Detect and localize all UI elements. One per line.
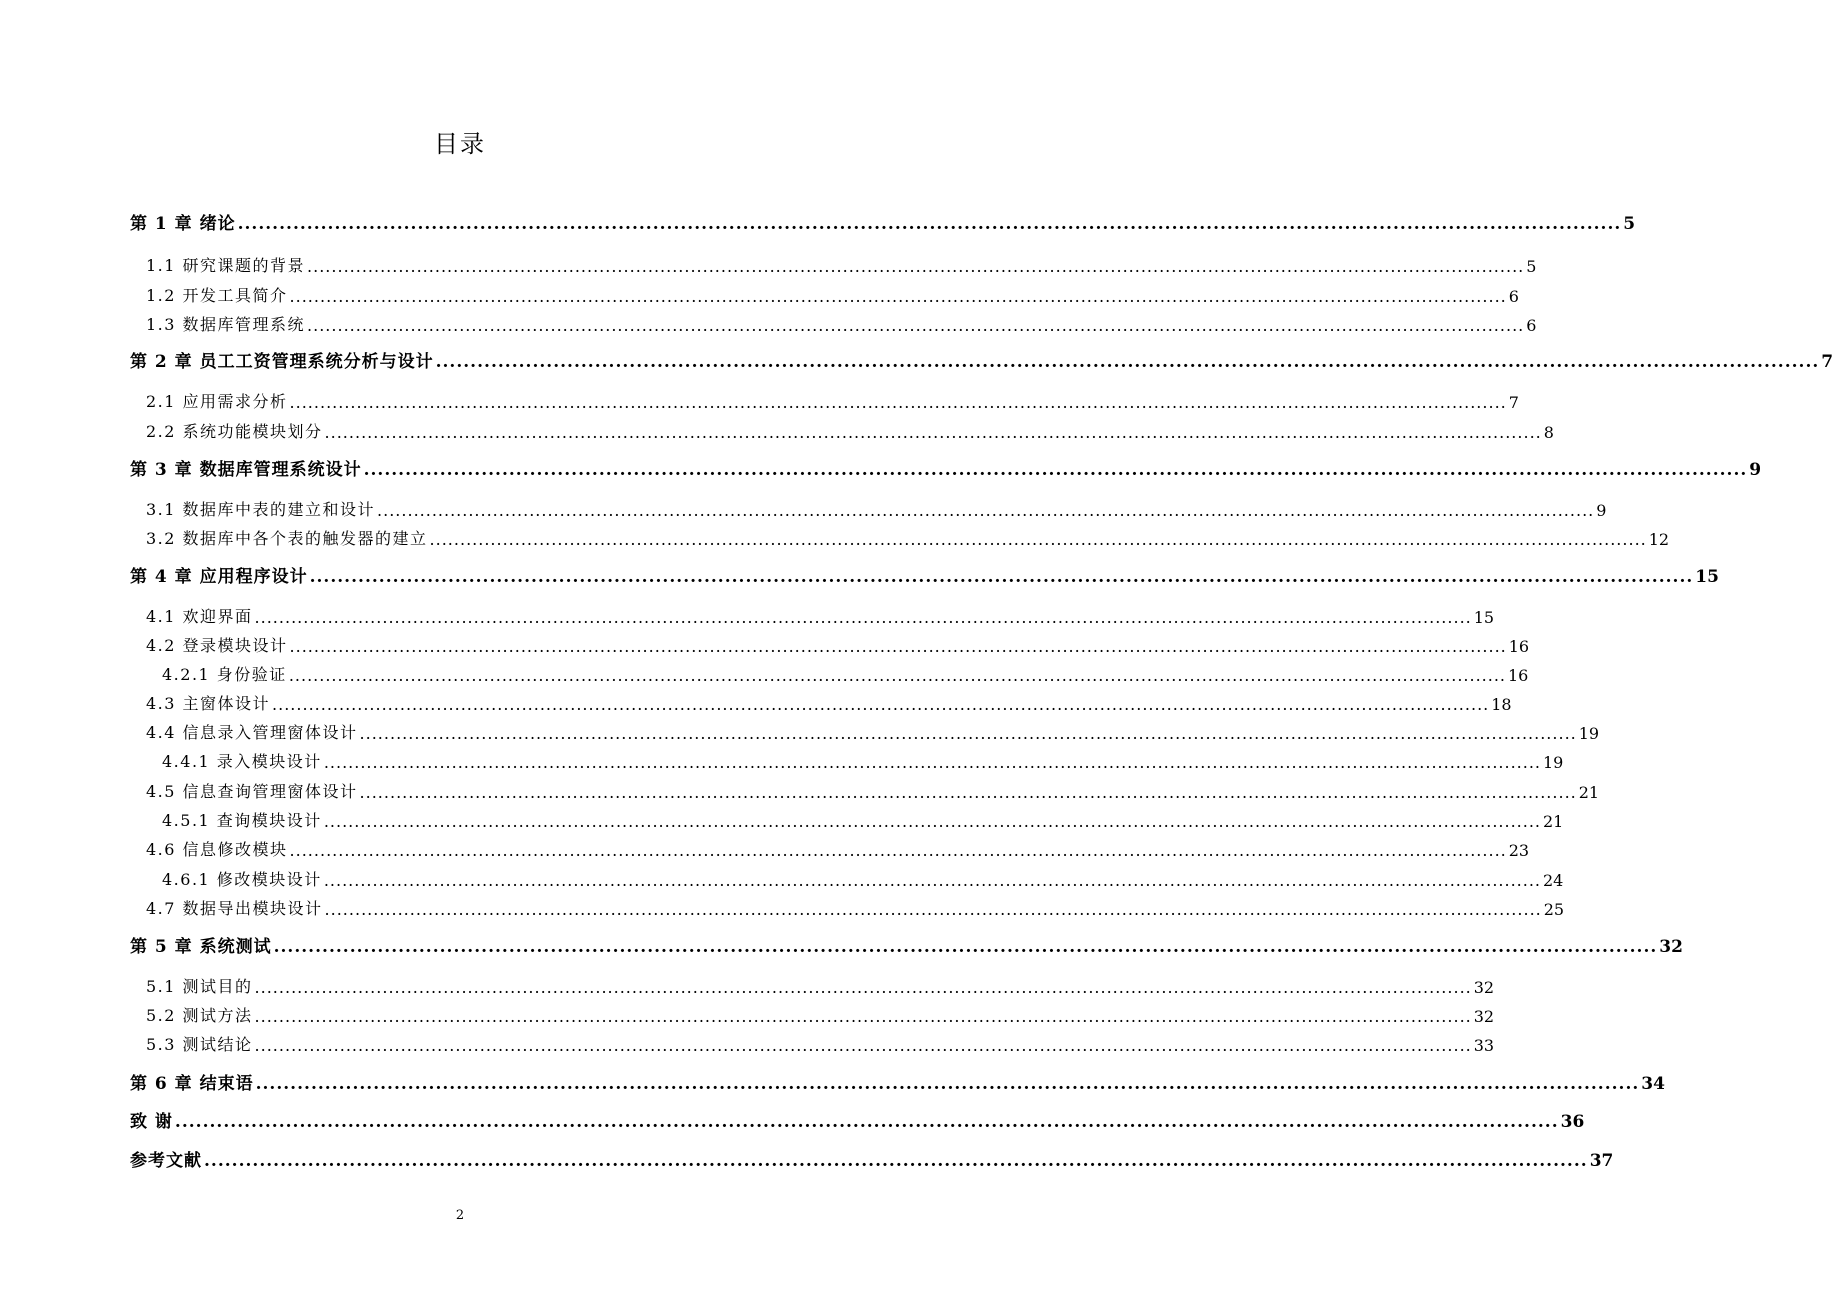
toc-entry-page: 8 xyxy=(1543,423,1554,442)
toc-section-entry[interactable] xyxy=(0,496,1607,520)
toc-entry-label: 第 3 章 数据库管理系统设计 xyxy=(130,460,362,480)
toc-leader-dots: ........................................................................................................................................................................................................ xyxy=(429,530,1647,549)
toc-leader-dots: ........................................................................................................................................................................................................ xyxy=(307,316,1525,335)
toc-entry-page: 25 xyxy=(1543,900,1565,919)
toc-entry-page: 34 xyxy=(1641,1074,1665,1094)
toc-leader-dots: ........................................................................................................................................................................................................ xyxy=(324,900,1542,919)
toc-leader-dots: ........................................................................................................................................................................................................ xyxy=(273,937,1658,957)
toc-entry-page: 32 xyxy=(1659,937,1683,957)
toc-leader-dots: ........................................................................................................................................................................................................ xyxy=(174,1112,1559,1132)
toc-leader-dots: ........................................................................................................................................................................................................ xyxy=(289,393,1507,412)
toc-leader-dots: ........................................................................................................................................................................................................ xyxy=(288,666,1506,685)
toc-leader-dots: ........................................................................................................................................................................................................ xyxy=(254,978,1472,997)
toc-entry-page: 5 xyxy=(1526,257,1537,276)
toc-entry-label: 第 1 章 绪论 xyxy=(130,214,236,234)
toc-entry-label: 5.1 测试目的 xyxy=(146,977,253,996)
toc-entry-label: 4.7 数据导出模块设计 xyxy=(146,899,323,918)
toc-chapter-entry[interactable] xyxy=(0,1108,1585,1132)
toc-entry-label: 5.3 测试结论 xyxy=(146,1035,253,1054)
toc-entry-page: 32 xyxy=(1473,978,1495,997)
toc-section-entry[interactable] xyxy=(0,603,1495,627)
toc-section-entry[interactable] xyxy=(0,525,1670,549)
toc-chapter-entry[interactable] xyxy=(0,563,1719,587)
toc-entry-page: 6 xyxy=(1508,287,1519,306)
toc-leader-dots: ........................................................................................................................................................................................................ xyxy=(272,695,1490,714)
toc-entry-page: 12 xyxy=(1648,530,1670,549)
toc-entry-label: 第 6 章 结束语 xyxy=(130,1074,254,1094)
toc-chapter-entry[interactable] xyxy=(0,1147,1614,1171)
toc-section-entry[interactable] xyxy=(0,866,1564,890)
toc-chapter-entry[interactable] xyxy=(0,1070,1665,1094)
toc-entry-label: 1.3 数据库管理系统 xyxy=(146,315,306,334)
toc-entry-page: 24 xyxy=(1543,871,1564,890)
toc-entry-label: 3.1 数据库中表的建立和设计 xyxy=(146,500,376,519)
toc-leader-dots: ........................................................................................................................................................................................................ xyxy=(289,637,1507,656)
toc-section-entry[interactable] xyxy=(0,895,1565,919)
toc-section-entry[interactable] xyxy=(0,252,1537,276)
toc-entry-label: 4.4.1 录入模块设计 xyxy=(162,752,322,771)
toc-leader-dots: ........................................................................................................................................................................................................ xyxy=(307,257,1525,276)
toc-entry-label: 4.5.1 查询模块设计 xyxy=(162,811,322,830)
toc-leader-dots: ........................................................................................................................................................................................................ xyxy=(359,724,1577,743)
toc-section-entry[interactable] xyxy=(0,690,1512,714)
toc-section-entry[interactable] xyxy=(0,661,1529,685)
toc-leader-dots: ........................................................................................................................................................................................................ xyxy=(435,352,1820,372)
toc-entry-page: 16 xyxy=(1508,666,1529,685)
toc-entry-label: 5.2 测试方法 xyxy=(146,1006,253,1025)
toc-entry-page: 19 xyxy=(1578,724,1600,743)
toc-entry-page: 5 xyxy=(1623,214,1636,234)
toc-entry-page: 21 xyxy=(1543,812,1564,831)
toc-leader-dots: ........................................................................................................................................................................................................ xyxy=(377,501,1595,520)
toc-entry-page: 19 xyxy=(1543,753,1564,772)
toc-entry-label: 4.4 信息录入管理窗体设计 xyxy=(146,723,358,742)
toc-leader-dots: ........................................................................................................................................................................................................ xyxy=(359,783,1577,802)
toc-entry-page: 36 xyxy=(1560,1112,1585,1132)
toc-entry-page: 15 xyxy=(1695,567,1719,587)
page-title: 目录 xyxy=(434,130,486,158)
toc-leader-dots: ........................................................................................................................................................................................................ xyxy=(363,460,1748,480)
toc-leader-dots: ........................................................................................................................................................................................................ xyxy=(323,812,1541,831)
toc-section-entry[interactable] xyxy=(0,311,1537,335)
toc-entry-label: 3.2 数据库中各个表的触发器的建立 xyxy=(146,529,428,548)
toc-entry-label: 4.3 主窗体设计 xyxy=(146,694,271,713)
toc-section-entry[interactable] xyxy=(0,1002,1495,1026)
toc-entry-label: 致 谢 xyxy=(130,1112,173,1132)
toc-section-entry[interactable] xyxy=(0,632,1530,656)
toc-leader-dots: ........................................................................................................................................................................................................ xyxy=(204,1151,1588,1171)
toc-entry-label: 4.2 登录模块设计 xyxy=(146,636,288,655)
toc-entry-page: 9 xyxy=(1749,460,1762,480)
toc-entry-page: 16 xyxy=(1508,637,1530,656)
toc-leader-dots: ........................................................................................................................................................................................................ xyxy=(254,1007,1472,1026)
toc-chapter-entry[interactable] xyxy=(0,348,1833,372)
toc-entry-label: 1.2 开发工具简介 xyxy=(146,286,288,305)
toc-entry-label: 4.5 信息查询管理窗体设计 xyxy=(146,782,358,801)
toc-leader-dots: ........................................................................................................................................................................................................ xyxy=(237,214,1622,234)
toc-section-entry[interactable] xyxy=(0,973,1495,997)
toc-leader-dots: ........................................................................................................................................................................................................ xyxy=(254,608,1472,627)
toc-entry-label: 参考文献 xyxy=(130,1151,202,1171)
toc-section-entry[interactable] xyxy=(0,1031,1495,1055)
toc-leader-dots: ........................................................................................................................................................................................................ xyxy=(309,567,1694,587)
toc-entry-label: 4.1 欢迎界面 xyxy=(146,607,253,626)
toc-entry-label: 4.2.1 身份验证 xyxy=(162,665,287,684)
toc-entry-label: 4.6 信息修改模块 xyxy=(146,840,288,859)
toc-section-entry[interactable] xyxy=(0,388,1519,412)
toc-entry-label: 第 2 章 员工工资管理系统分析与设计 xyxy=(130,352,434,372)
toc-leader-dots: ........................................................................................................................................................................................................ xyxy=(254,1036,1472,1055)
toc-entry-label: 第 4 章 应用程序设计 xyxy=(130,567,308,587)
toc-entry-page: 21 xyxy=(1578,783,1600,802)
toc-entry-label: 4.6.1 修改模块设计 xyxy=(162,870,322,889)
toc-entry-page: 37 xyxy=(1589,1151,1614,1171)
toc-entry-page: 6 xyxy=(1526,316,1537,335)
toc-leader-dots: ........................................................................................................................................................................................................ xyxy=(289,287,1507,306)
toc-entry-label: 2.1 应用需求分析 xyxy=(146,392,288,411)
toc-section-entry[interactable] xyxy=(0,418,1554,442)
toc-entry-page: 15 xyxy=(1473,608,1495,627)
toc-chapter-entry[interactable] xyxy=(0,456,1762,480)
toc-leader-dots: ........................................................................................................................................................................................................ xyxy=(323,871,1541,890)
toc-entry-page: 7 xyxy=(1821,352,1833,372)
toc-chapter-entry[interactable] xyxy=(0,933,1683,957)
toc-entry-label: 1.1 研究课题的背景 xyxy=(146,256,306,275)
toc-leader-dots: ........................................................................................................................................................................................................ xyxy=(289,841,1507,860)
toc-entry-page: 18 xyxy=(1491,695,1512,714)
toc-section-entry[interactable] xyxy=(0,778,1600,802)
toc-section-entry[interactable] xyxy=(0,282,1519,306)
toc-entry-label: 2.2 系统功能模块划分 xyxy=(146,422,323,441)
toc-chapter-entry[interactable] xyxy=(0,210,1636,234)
toc-leader-dots: ........................................................................................................................................................................................................ xyxy=(324,423,1542,442)
toc-section-entry[interactable] xyxy=(0,719,1600,743)
toc-entry-page: 7 xyxy=(1508,393,1519,412)
toc-entry-label: 第 5 章 系统测试 xyxy=(130,937,272,957)
toc-section-entry[interactable] xyxy=(0,836,1530,860)
toc-entry-page: 32 xyxy=(1473,1007,1495,1026)
toc-section-entry[interactable] xyxy=(0,807,1564,831)
toc-leader-dots: ........................................................................................................................................................................................................ xyxy=(323,753,1541,772)
toc-entry-page: 33 xyxy=(1473,1036,1495,1055)
toc-section-entry[interactable] xyxy=(0,748,1564,772)
toc-entry-page: 23 xyxy=(1508,841,1530,860)
page-number: 2 xyxy=(455,1208,465,1223)
toc-leader-dots: ........................................................................................................................................................................................................ xyxy=(255,1074,1640,1094)
toc-entry-page: 9 xyxy=(1596,501,1607,520)
